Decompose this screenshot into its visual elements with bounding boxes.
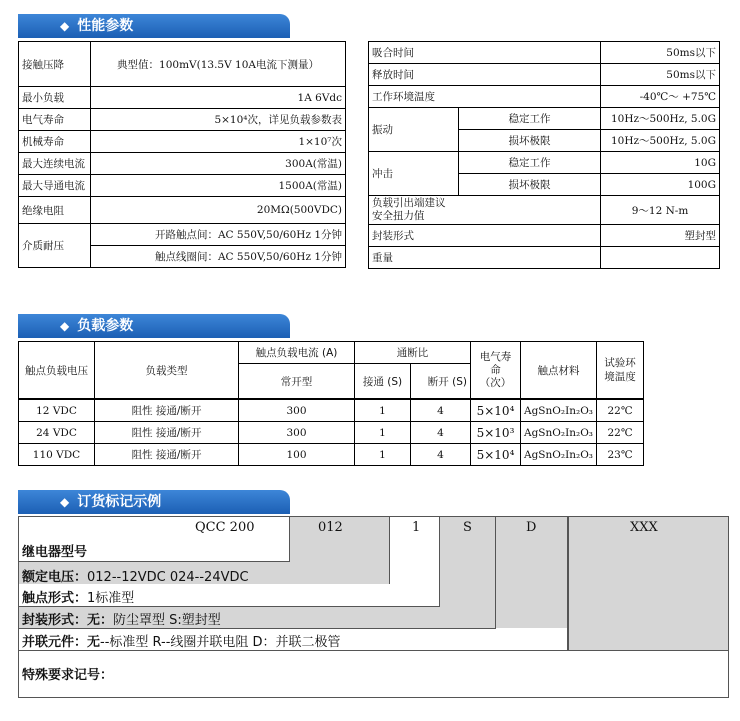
order-line-label: 触点形式： bbox=[22, 591, 88, 606]
value-cell: 1500A(常温) bbox=[91, 175, 346, 197]
value-cell: 300A(常温) bbox=[91, 153, 346, 175]
label-cell: 电气寿命 bbox=[19, 109, 91, 131]
label-cell: 工作环境温度 bbox=[369, 86, 601, 108]
cell: 阻性 接通/断开 bbox=[95, 399, 239, 422]
sub-label-cell: 损坏极限 bbox=[459, 174, 601, 196]
value-cell: 100G bbox=[601, 174, 720, 196]
cell: 4 bbox=[411, 422, 471, 444]
header-cell: 断开 (S) bbox=[411, 364, 471, 400]
value-cell: 1×10⁷次 bbox=[91, 131, 346, 153]
section-title: 订货标记示例 bbox=[77, 494, 162, 510]
value-cell: 开路触点间：AC 550V,50/60Hz 1分钟 bbox=[91, 224, 346, 246]
value-cell: 50ms以下 bbox=[601, 64, 720, 86]
value-cell: 塑封型 bbox=[601, 225, 720, 247]
cell: 1 bbox=[355, 399, 411, 422]
label-cell: 接触压降 bbox=[19, 42, 91, 87]
order-line-text: --标准型 R--线圈并联电阻 D：并联二极管 bbox=[100, 635, 341, 650]
cell: 阻性 接通/断开 bbox=[95, 422, 239, 444]
cell: 22℃ bbox=[597, 422, 644, 444]
sub-label-cell: 损坏极限 bbox=[459, 130, 601, 152]
value-cell: 9～12 N-m bbox=[601, 196, 720, 225]
order-code-model: QCC 200 bbox=[195, 520, 255, 535]
cell: 12 VDC bbox=[19, 399, 95, 422]
cell: 1 bbox=[355, 444, 411, 466]
label-cell: 机械寿命 bbox=[19, 131, 91, 153]
cell: 5×10³ bbox=[471, 422, 521, 444]
order-line-label: 封装形式：无： bbox=[22, 613, 114, 628]
value-cell: 20MΩ(500VDC) bbox=[91, 197, 346, 224]
label-cell: 振动 bbox=[369, 108, 459, 152]
header-cell: 触点负载电压 bbox=[19, 342, 95, 400]
torque-label-2: 安全扭力值 bbox=[372, 210, 425, 222]
label-cell: 介质耐压 bbox=[19, 224, 91, 268]
life-header-3: （次） bbox=[479, 376, 512, 389]
temp-header-1: 试验环 bbox=[604, 357, 636, 369]
label-cell: 封装形式 bbox=[369, 225, 601, 247]
label-cell bbox=[369, 196, 601, 225]
section-title: 性能参数 bbox=[77, 18, 134, 34]
cell: 300 bbox=[239, 422, 355, 444]
order-code-special: XXX bbox=[630, 520, 658, 535]
order-code-package: S bbox=[463, 520, 472, 535]
diamond-icon: ◆ bbox=[60, 319, 70, 333]
cell: 4 bbox=[411, 399, 471, 422]
label-cell: 最大连续电流 bbox=[19, 153, 91, 175]
order-code-contact: 1 bbox=[412, 520, 421, 535]
order-line-label: 特殊要求记号： bbox=[22, 668, 114, 683]
order-code-voltage: 012 bbox=[318, 520, 343, 535]
life-header-1: 电气寿 bbox=[479, 350, 512, 363]
label-cell: 最大导通电流 bbox=[19, 175, 91, 197]
label-cell: 冲击 bbox=[369, 152, 459, 196]
value-cell: -40℃～ +75℃ bbox=[601, 86, 720, 108]
header-cell bbox=[597, 342, 644, 400]
header-cell: 通断比 bbox=[355, 342, 471, 364]
order-line-voltage bbox=[22, 566, 249, 585]
value-cell: 10G bbox=[601, 152, 720, 174]
order-line-label: 继电器型号 bbox=[22, 545, 88, 560]
order-line-label: 并联元件：无 bbox=[22, 635, 101, 650]
cell: 22℃ bbox=[597, 399, 644, 422]
section-header-load bbox=[18, 314, 290, 338]
value-cell: 典型值：100mV(13.5V 10A电流下测量） bbox=[91, 42, 346, 87]
sub-label-cell: 稳定工作 bbox=[459, 108, 601, 130]
temp-header-2: 境温度 bbox=[604, 371, 636, 383]
label-cell: 吸合时间 bbox=[369, 42, 601, 64]
value-cell: 触点线圈间：AC 550V,50/60Hz 1分钟 bbox=[91, 246, 346, 268]
value-cell: 5×10⁴次，详见负载参数表 bbox=[91, 109, 346, 131]
header-cell: 接通 (S) bbox=[355, 364, 411, 400]
order-code-parallel: D bbox=[526, 520, 537, 535]
order-line-parallel bbox=[22, 631, 341, 650]
value-cell: 50ms以下 bbox=[601, 42, 720, 64]
header-cell bbox=[471, 342, 521, 400]
cell: 4 bbox=[411, 444, 471, 466]
diamond-icon: ◆ bbox=[60, 19, 70, 33]
cell: 5×10⁴ bbox=[471, 399, 521, 422]
order-line-label: 额定电压： bbox=[22, 570, 88, 585]
label-cell: 释放时间 bbox=[369, 64, 601, 86]
label-cell: 最小负载 bbox=[19, 87, 91, 109]
cell: AgSnO₂In₂O₃ bbox=[521, 422, 597, 444]
performance-table-right bbox=[368, 41, 720, 269]
cell: 24 VDC bbox=[19, 422, 95, 444]
cell: 300 bbox=[239, 399, 355, 422]
cell: 阻性 接通/断开 bbox=[95, 444, 239, 466]
order-line-text: 1标准型 bbox=[87, 591, 135, 606]
order-line-model bbox=[22, 541, 87, 560]
cell: 23℃ bbox=[597, 444, 644, 466]
header-cell: 负载类型 bbox=[95, 342, 239, 400]
order-line-contact bbox=[22, 587, 134, 606]
value-cell: 10Hz～500Hz, 5.0G bbox=[601, 108, 720, 130]
life-header-2: 命 bbox=[490, 363, 501, 376]
value-cell: 10Hz～500Hz, 5.0G bbox=[601, 130, 720, 152]
performance-table-left bbox=[18, 41, 346, 268]
value-cell bbox=[601, 247, 720, 269]
label-cell: 绝缘电阻 bbox=[19, 197, 91, 224]
diamond-icon: ◆ bbox=[60, 495, 70, 509]
torque-label-1: 负载引出端建议 bbox=[372, 197, 446, 209]
cell: AgSnO₂In₂O₃ bbox=[521, 399, 597, 422]
order-box-special-line bbox=[18, 650, 729, 698]
order-line-package bbox=[22, 609, 221, 628]
order-line-text: 012--12VDC 024--24VDC bbox=[87, 570, 249, 585]
cell: 100 bbox=[239, 444, 355, 466]
label-cell: 重量 bbox=[369, 247, 601, 269]
sub-label-cell: 稳定工作 bbox=[459, 152, 601, 174]
value-cell: 1A 6Vdc bbox=[91, 87, 346, 109]
section-header-order bbox=[18, 490, 290, 514]
cell: 1 bbox=[355, 422, 411, 444]
cell: 110 VDC bbox=[19, 444, 95, 466]
header-cell: 触点材料 bbox=[521, 342, 597, 400]
load-table bbox=[18, 341, 644, 466]
section-title: 负载参数 bbox=[77, 318, 134, 334]
header-cell: 常开型 bbox=[239, 364, 355, 400]
order-line-special bbox=[22, 664, 113, 683]
order-line-text: 防尘罩型 S:塑封型 bbox=[113, 613, 221, 628]
section-header-performance bbox=[18, 14, 290, 38]
header-cell: 触点负载电流 (A) bbox=[239, 342, 355, 364]
cell: AgSnO₂In₂O₃ bbox=[521, 444, 597, 466]
cell: 5×10⁴ bbox=[471, 444, 521, 466]
